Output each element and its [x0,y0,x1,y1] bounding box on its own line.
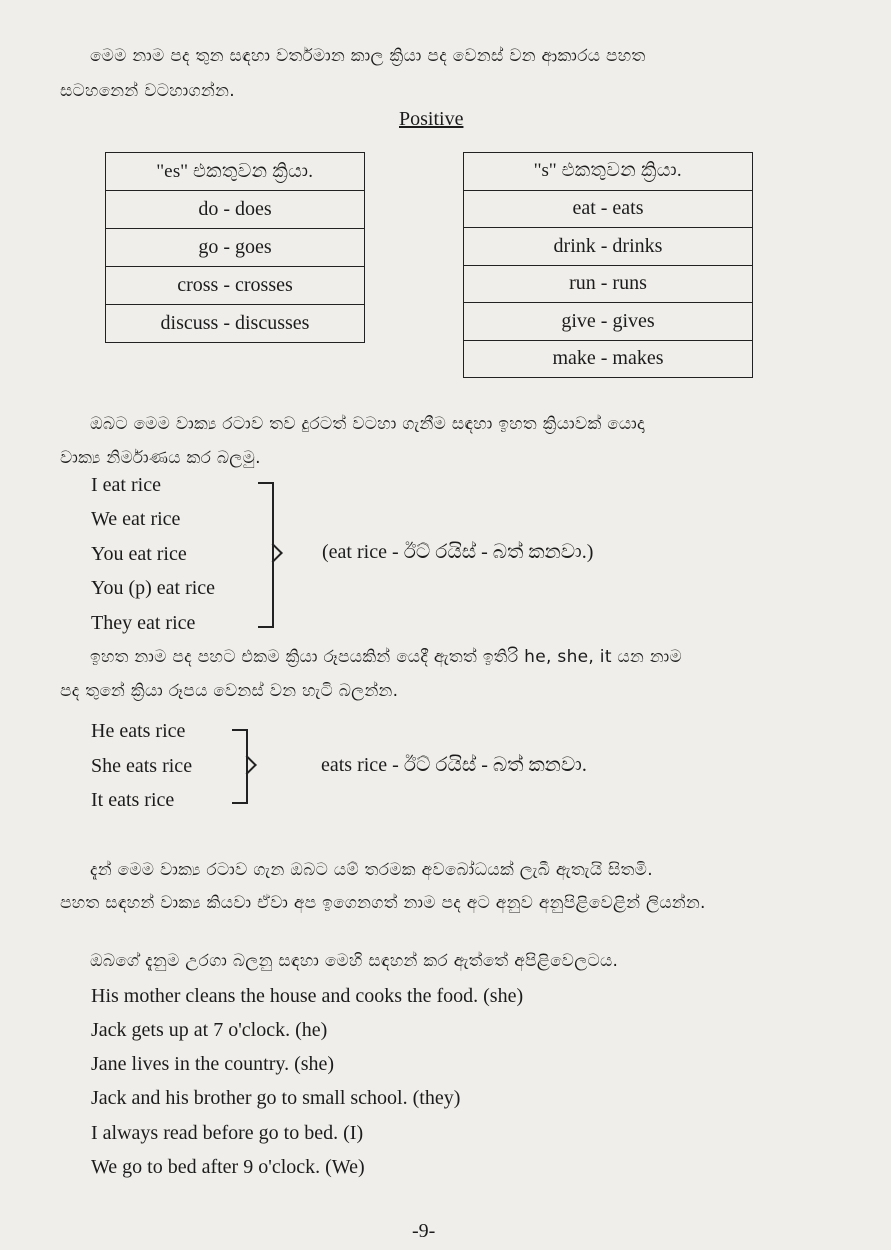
group2-sentence: He eats rice [91,720,186,742]
group1-sentence: We eat rice [91,508,181,530]
group1-meaning: (eat rice - ඊට් රයිස් - බත් කනවා.) [322,541,594,563]
page-number: -9- [412,1220,436,1242]
es-table-row: do - does [106,191,365,229]
para5: ඔබගේ දැනුම උරගා බලනු සඳහා මෙහි සඳහන් කර ඇත්තේ අපිළිවෙලටය. [90,951,619,971]
s-table-row: make - makes [464,340,753,378]
s-table-row: drink - drinks [464,228,753,266]
group2-sentence: She eats rice [91,755,193,777]
s-table-row: run - runs [464,265,753,303]
group1-sentence: You eat rice [91,543,187,565]
s-table-header: ''s'' එකතුවන ක්‍රියා. [464,153,753,191]
intro-line-2: සටහනෙන් වටහාගන්න. [60,81,235,101]
es-verbs-table [105,152,365,343]
para3-line-2: පද තුනේ ක්‍රියා රූපය වෙනස් වන හැටි බලන්න. [60,681,399,701]
para2-line-1: ඔබට මෙම වාක්‍ය රටාව තව දුරටත් වටහා ගැනීම සඳහා ඉහත ක්‍රියාවක් යොදා [90,414,645,434]
group1-sentence: You (p) eat rice [91,577,216,599]
group2-sentence: It eats rice [91,789,175,811]
s-table-row: give - gives [464,303,753,341]
intro-line-1: මෙම නාම පද තුන සඳහා වර්තමාන කාල ක්‍රියා පද වෙනස් වන ආකාරය පහත [90,46,646,66]
table-title: Positive [399,108,464,130]
exercise-sentence: His mother cleans the house and cooks the food. (she) [91,985,524,1007]
para4-line-1: දැන් මෙම වාක්‍ය රටාව ගැන ඔබට යම් තරමක අවබෝධයක් ලැබී ඇතැයි සිතමි. [90,860,653,880]
para2-line-2: වාක්‍ය නිර්මාණය කර බලමු. [60,448,261,468]
exercise-sentence: We go to bed after 9 o'clock. (We) [91,1156,365,1178]
es-table-row: discuss - discusses [106,305,365,343]
exercise-sentence: Jack gets up at 7 o'clock. (he) [91,1019,328,1041]
para4-line-2: පහත සඳහන් වාක්‍ය කියවා ඒවා අප ඉගෙනගත් නාම පද අට අනුව අනුපිළිවෙළින් ලියන්න. [60,893,706,913]
group2-meaning: eats rice - ඊට් රයිස් - බත් කනවා. [321,754,587,776]
para3-line-1: ඉහත නාම පද පහට එකම ක්‍රියා රූපයකින් යෙදී ඇතත් ඉතිරි he, she, it යන නාම [90,647,683,667]
s-table-row: eat - eats [464,190,753,228]
group1-sentence: I eat rice [91,474,161,496]
exercise-sentence: Jack and his brother go to small school. (they) [91,1087,461,1109]
group1-sentence: They eat rice [91,612,196,634]
exercise-sentence: Jane lives in the country. (she) [91,1053,335,1075]
es-table-row: go - goes [106,229,365,267]
es-table-header: ''es'' එකතුවන ක්‍රියා. [106,153,365,191]
exercise-sentence: I always read before go to bed. (I) [91,1122,364,1144]
s-verbs-table [463,152,753,378]
es-table-row: cross - crosses [106,267,365,305]
